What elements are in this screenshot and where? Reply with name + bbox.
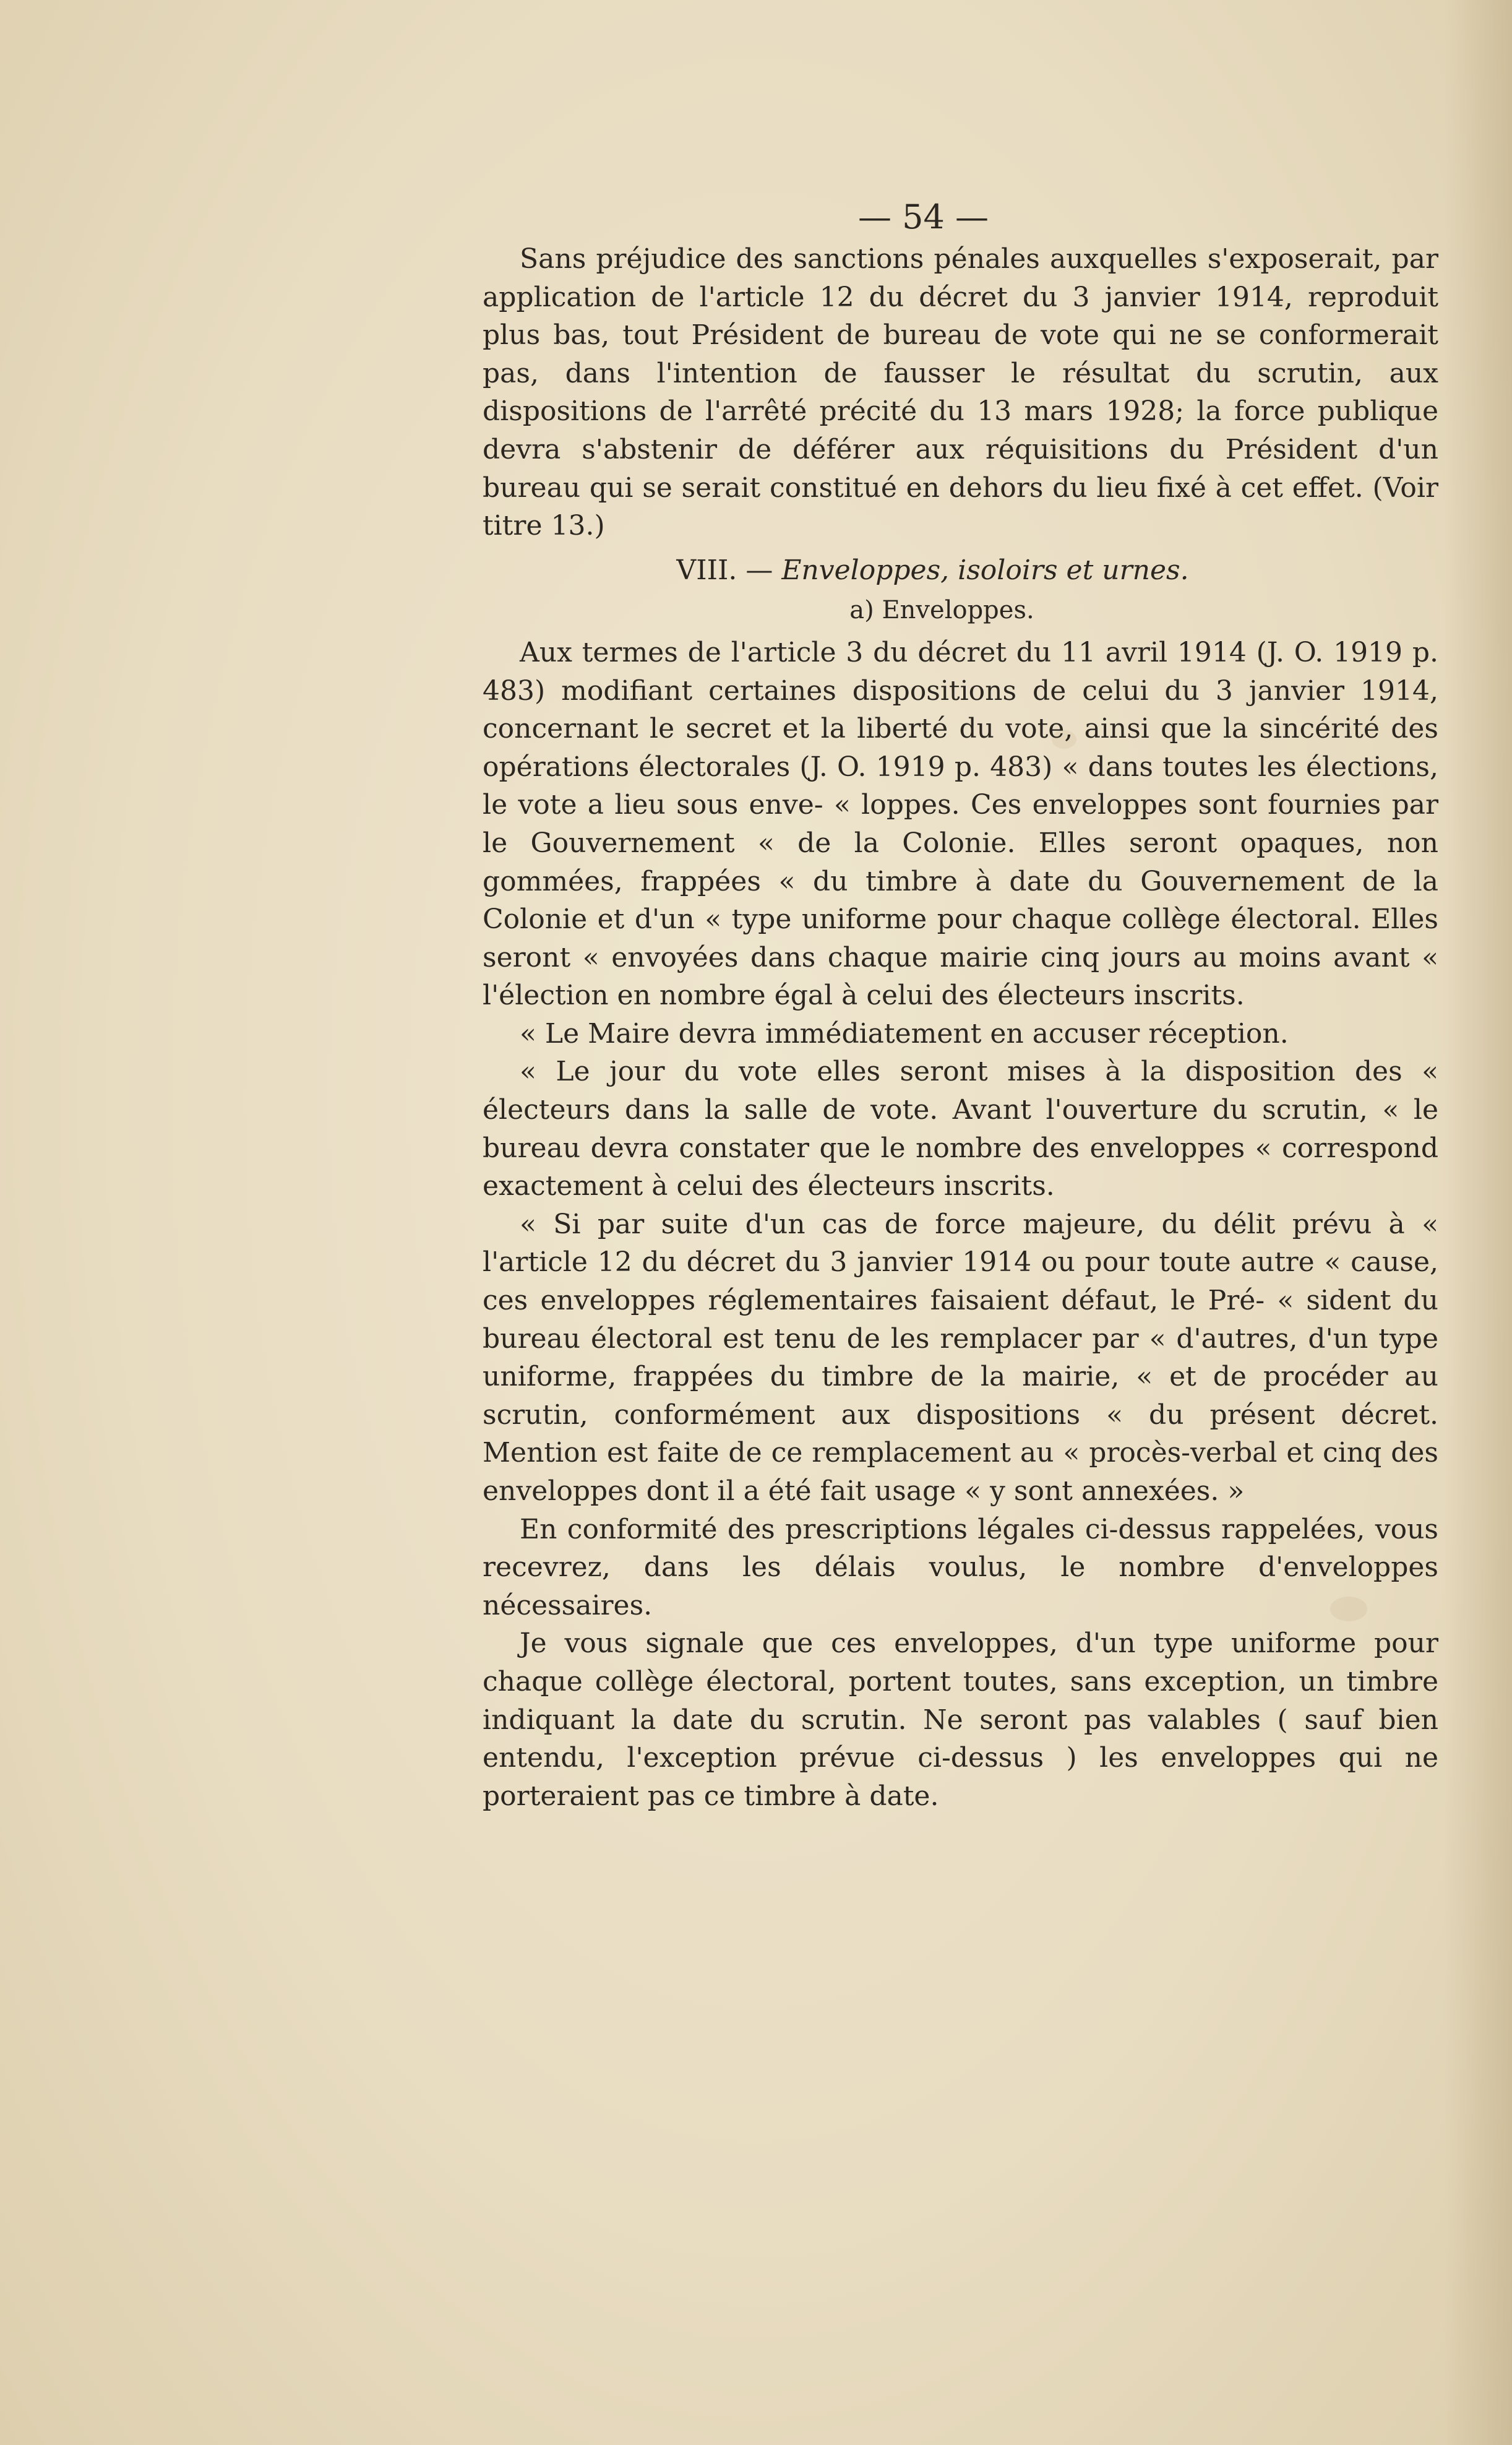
page-number: — 54 — xyxy=(857,197,989,236)
paragraph-timbre: Je vous signale que ces enveloppes, d'un type uniforme pour chaque collège électoral, portent toutes, sans exception, un timbre indiquant la date du scrutin. Ne seront pas valables ( sauf bien entendu, l'exception prévue ci-dessus ) les enveloppes qui ne porteraient pas ce timbre à date. xyxy=(483,1628,1438,1812)
paragraph-conformite: En conformité des prescriptions légales ci-dessus rappelées, vous recevrez, dans les délais voulus, le nombre d'enveloppes nécessaires. xyxy=(483,1513,1438,1621)
section-heading xyxy=(483,551,1438,590)
sub-heading-enveloppes: a) Enveloppes. xyxy=(849,596,1034,625)
paragraph-sanctions: Sans préjudice des sanctions pénales auxquelles s'exposerait, par application de l'article 12 du décret du 3 janvier 1914, reproduit plus bas, tout Président de bureau de vote qui ne se conformerait pas, dans l'intention de fausser le résultat du scrutin, aux dispositions de l'arrêté précité du 13 mars 1928; la force publique devra s'abstenir de déférer aux réquisitions du Président d'un bureau qui se serait constitué en dehors du lieu fixé à cet effet. (Voir titre 13.) xyxy=(483,243,1438,542)
document-body xyxy=(483,197,1438,1815)
section-number: VIII. — xyxy=(676,554,773,586)
paragraph-force-majeure: « Si par suite d'un cas de force majeure, du délit prévu à « l'article 12 du décret du 3 janvier 1914 ou pour toute autre « cause, ces enveloppes réglementaires faisaient défaut, le Pré- « sident du bureau électoral est tenu de les remplacer par « d'autres, d'un type uniforme, frappées du timbre de la mairie, « et de procéder au scrutin, conformément aux dispositions « du présent décret. Mention est faite de ce remplacement au « procès-verbal et cinq des enveloppes dont il a été fait usage « y sont annexées. » xyxy=(483,1208,1438,1507)
paragraph-maire: « Le Maire devra immédiatement en accuser réception. xyxy=(520,1017,1289,1050)
paragraph-jour-du-vote: « Le jour du vote elles seront mises à la disposition des « électeurs dans la salle de vote. Avant l'ouverture du scrutin, « le bureau devra constater que le nombre des enveloppes « correspond exactement à celui des électeurs inscrits. xyxy=(483,1056,1438,1202)
section-title: Enveloppes, isoloirs et urnes. xyxy=(781,554,1189,586)
page-edge-shadow xyxy=(1444,0,1512,2445)
paragraph-decree-quote: Aux termes de l'article 3 du décret du 11 avril 1914 (J. O. 1919 p. 483) modifiant certaines dispositions de celui du 3 janvier 1914, concernant le secret et la liberté du vote, ainsi que la sincérité des opérations électorales (J. O. 1919 p. 483) « dans toutes les élections, le vote a lieu sous enve- « loppes. Ces enveloppes sont fournies par le Gouvernement « de la Colonie. Elles seront opaques, non gommées, frappées « du timbre à date du Gouvernement de la Colonie et d'un « type uniforme pour chaque collège électoral. Elles seront « envoyées dans chaque mairie cinq jours au moins avant « l'élection en nombre égal à celui des électeurs inscrits. xyxy=(483,636,1438,1012)
